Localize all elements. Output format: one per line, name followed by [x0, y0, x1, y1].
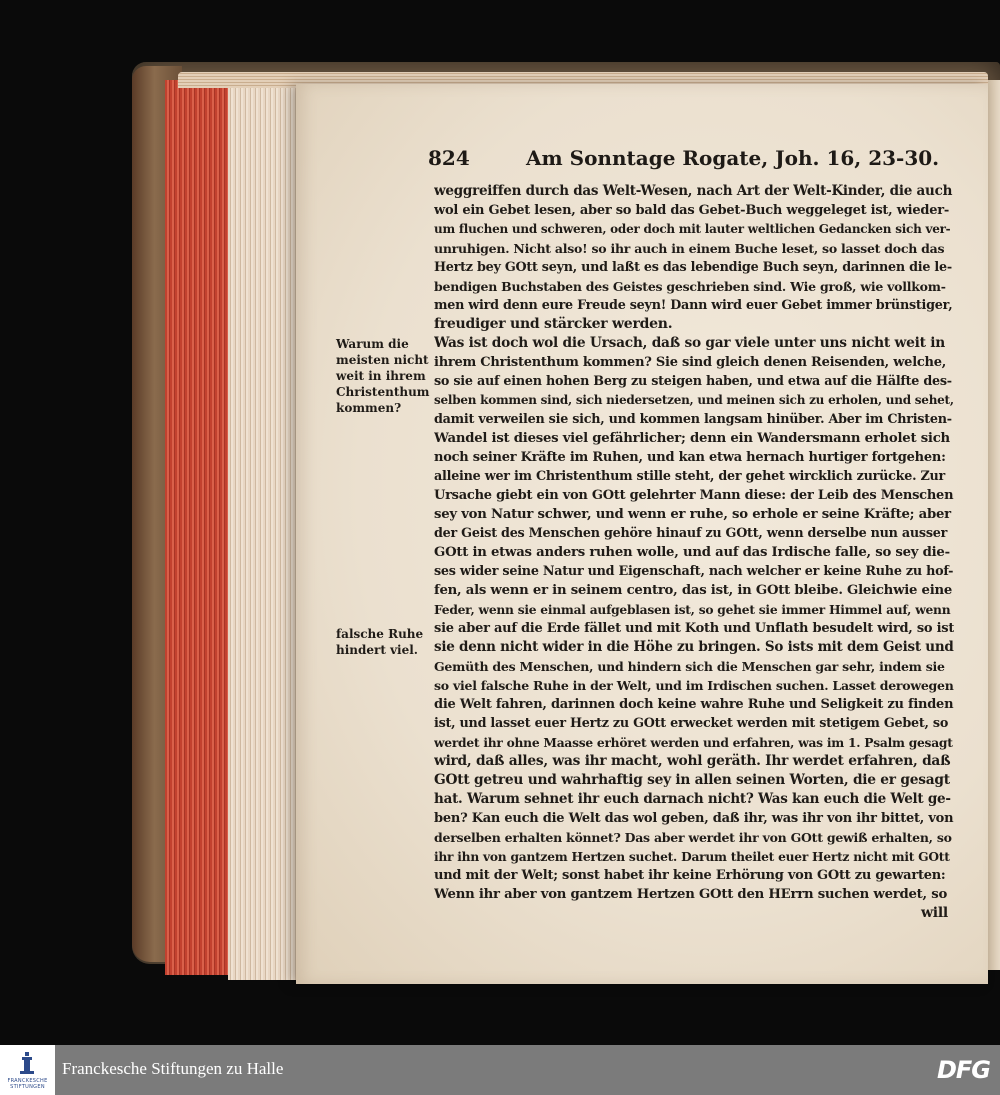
dfg-logo[interactable]: DFG: [936, 1056, 990, 1084]
text-line: sey von Natur schwer, und wenn er ruhe, so erhole er seine Kräfte; aber: [434, 507, 951, 522]
text-line: ihr ihn von gantzem Hertzen suchet. Darum theilet euer Hertz nicht mit GOtt: [434, 849, 950, 864]
marginal-note-line: meisten nicht: [336, 353, 429, 367]
text-line: Wenn ihr aber von gantzem Hertzen GOtt den HErrn suchen werdet, so: [434, 887, 948, 902]
text-line: wird, daß alles, was ihr macht, wohl geräth. Ihr werdet erfahren, daß: [434, 753, 951, 769]
text-line: fen, als wenn er in seinem centro, das ist, in GOtt bleibe. Gleichwie eine: [434, 583, 953, 598]
text-line: derselben erhalten könnet? Das aber werdet ihr von GOtt gewiß erhalten, so: [434, 830, 952, 845]
text-line: Feder, wenn sie einmal aufgeblasen ist, so gehet sie immer Himmel auf, wenn: [434, 602, 951, 617]
text-line: Was ist doch wol die Ursach, daß so gar viele unter uns nicht weit in: [434, 335, 945, 351]
text-line: hat. Warum sehnet ihr euch darnach nicht? Was kan euch die Welt ge-: [434, 791, 951, 807]
text-line: GOtt getreu und wahrhaftig sey in allen seinen Worten, die er gesagt: [434, 772, 950, 788]
text-line: ses wider seine Natur und Eigenschaft, nach welcher er keine Ruhe zu hof-: [434, 564, 954, 579]
text-line: noch seiner Kräfte im Ruhen, und kan etwa hernach hurtiger fortgehen:: [434, 450, 946, 465]
text-line: GOtt in etwas anders ruhen wolle, und auf das Irdische falle, so sey die-: [434, 545, 950, 560]
marginal-note-line: Warum die: [336, 337, 409, 351]
logo-text: FRANCKESCHE STIFTUNGEN: [7, 1078, 48, 1090]
text-line: ist, und lasset euer Hertz zu GOtt erwecket werden mit stetigem Gebet, so: [434, 716, 949, 731]
footer-bar: [0, 1045, 1000, 1095]
page-body-text: [434, 182, 954, 923]
text-line: selben kommen sind, sich niedersetzen, und meinen sich zu erholen, und sehet,: [434, 393, 954, 407]
text-line: Hertz bey GOtt seyn, und laßt es das lebendige Buch seyn, darinnen die le-: [434, 260, 952, 275]
text-line: sie aber auf die Erde fället und mit Koth und Unflath besudelt wird, so ist: [434, 621, 954, 636]
text-line: die Welt fahren, darinnen doch keine wahre Ruhe und Seligkeit zu finden: [434, 697, 954, 712]
page-number: 824: [428, 146, 470, 170]
marginal-note: [336, 336, 428, 416]
marginal-note: [336, 626, 428, 658]
text-line: alleine wer im Christenthum stille steht, der gehet wircklich zurücke. Zur: [434, 469, 945, 484]
institution-logo[interactable]: [0, 1045, 55, 1095]
text-line: wol ein Gebet lesen, aber so bald das Gebet-Buch weggeleget ist, wieder-: [434, 203, 949, 218]
running-head: [428, 146, 948, 172]
marginal-note-line: kommen?: [336, 401, 402, 415]
text-line: men wird denn eure Freude seyn! Dann wird euer Gebet immer brünstiger,: [434, 298, 953, 313]
institution-name[interactable]: Franckesche Stiftungen zu Halle: [62, 1059, 284, 1078]
marginal-note-line: falsche Ruhe: [336, 627, 424, 641]
text-line: Gemüth des Menschen, und hindern sich die Menschen gar sehr, indem sie: [434, 659, 945, 674]
text-line: so viel falsche Ruhe in der Welt, und im Irdischen suchen. Lasset derowegen: [434, 678, 954, 693]
text-line: Wandel ist dieses viel gefährlicher; denn ein Wandersmann erholet sich: [434, 431, 950, 446]
marginal-note-line: weit in ihrem: [336, 369, 426, 383]
text-line: freudiger und stärcker werden.: [434, 316, 673, 332]
text-line: um fluchen und schweren, oder doch mit lauter weltlichen Gedancken sich ver-: [434, 222, 951, 236]
text-line: ben? Kan euch die Welt das wol geben, daß ihr, was ihr von ihr bittet, von: [434, 811, 954, 826]
text-line: sie denn nicht wider in die Höhe zu bringen. So ists mit dem Geist und: [434, 639, 954, 655]
text-line: damit verweilen sie sich, und kommen langsam hinüber. Aber im Christen-: [434, 412, 952, 427]
text-line: so sie auf einen hohen Berg zu steigen haben, und etwa auf die Hälfte des-: [434, 374, 952, 389]
text-line: werdet ihr ohne Maasse erhöret werden und erfahren, was im 1. Psalm gesagt: [434, 735, 953, 750]
text-line: Ursache giebt ein von GOtt gelehrter Mann diese: der Leib des Menschen: [434, 488, 954, 503]
page-edges: [228, 80, 306, 980]
text-line: weggreiffen durch das Welt-Wesen, nach Art der Welt-Kinder, die auch: [434, 183, 953, 199]
catchword: will: [920, 905, 948, 921]
text-line: ihrem Christenthum kommen? Sie sind gleich denen Reisenden, welche,: [434, 355, 947, 370]
text-line: bendigen Buchstaben des Geistes geschrieben sind. Wie groß, wie vollkom-: [434, 279, 946, 294]
marginal-note-line: Christenthum: [336, 385, 430, 399]
text-line: der Geist des Menschen gehöre hinauf zu GOtt, wenn derselbe nun ausser: [434, 526, 948, 541]
text-line: und mit der Welt; sonst habet ihr keine Erhörung von GOtt zu gewarten:: [434, 868, 946, 883]
running-title: Am Sonntage Rogate, Joh. 16, 23-30.: [526, 146, 940, 170]
text-line: unruhigen. Nicht also! so ihr auch in einem Buche leset, so lasset doch das: [434, 241, 945, 256]
marginal-note-line: hindert viel.: [336, 643, 418, 657]
facing-page-edge: [988, 80, 1000, 970]
orphanage-emblem-icon: [19, 1052, 35, 1074]
